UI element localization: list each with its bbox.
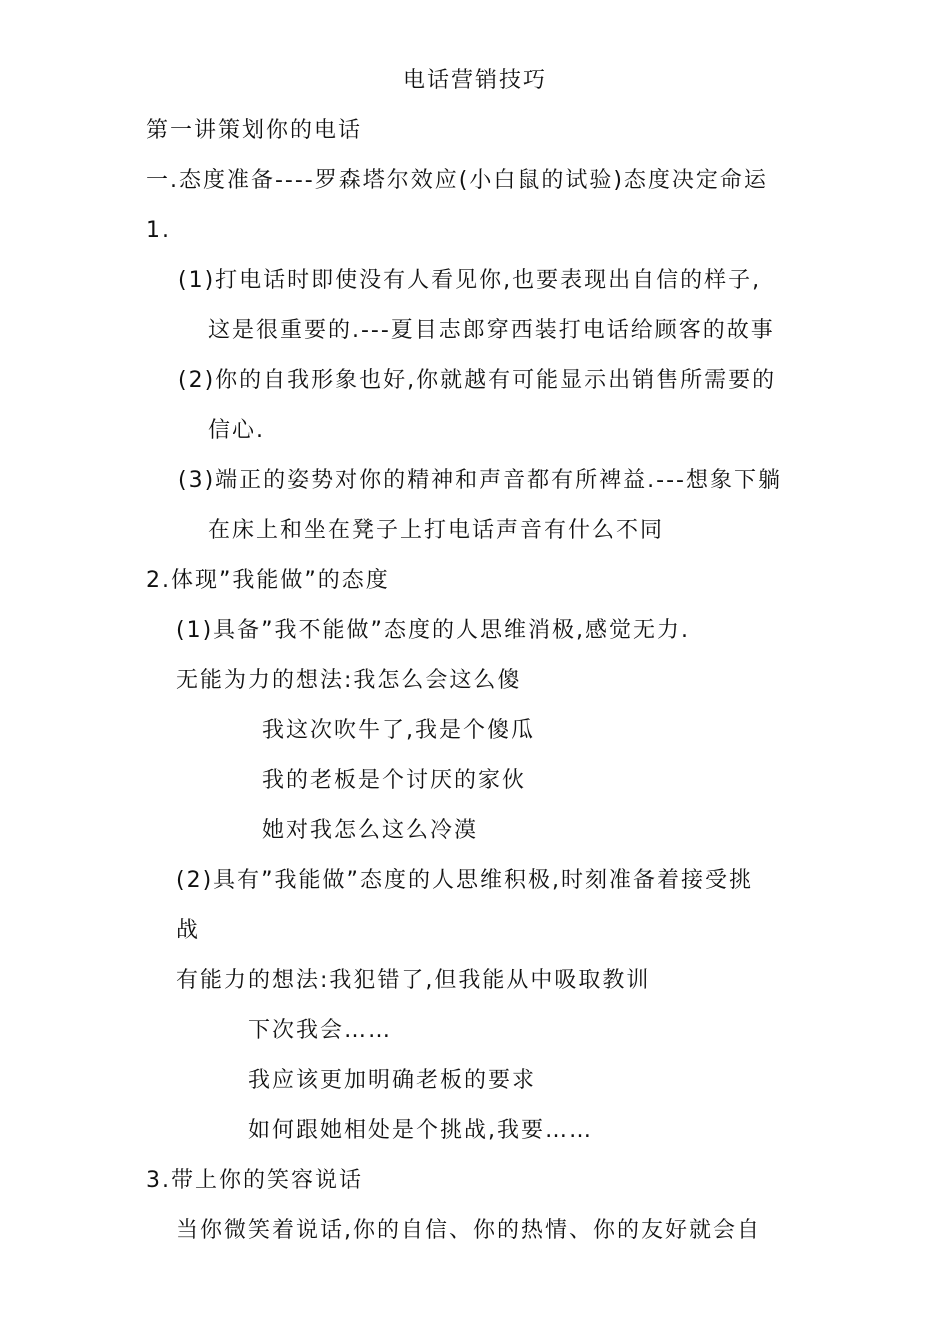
- paragraph-line: (2)具有”我能做”态度的人思维积极,时刻准备着接受挑: [176, 868, 753, 893]
- paragraph-line: (3)端正的姿势对你的精神和声音都有所裨益.---想象下躺: [178, 468, 782, 493]
- paragraph-line: (1)具备”我不能做”态度的人思维消极,感觉无力.: [176, 618, 690, 643]
- example-line: 我应该更加明确老板的要求: [248, 1068, 537, 1093]
- paragraph-line: 这是很重要的.---夏目志郎穿西装打电话给顾客的故事: [208, 318, 775, 343]
- paragraph-line: 无能为力的想法:我怎么会这么傻: [176, 668, 522, 693]
- example-line: 我这次吹牛了,我是个傻瓜: [262, 718, 535, 743]
- lecture-heading: 第一讲策划你的电话: [146, 118, 363, 143]
- paragraph-line: 有能力的想法:我犯错了,但我能从中吸取教训: [176, 968, 651, 993]
- paragraph-line: 战: [176, 918, 201, 943]
- paragraph-line: 信心.: [208, 418, 265, 443]
- paragraph-line: (1)打电话时即使没有人看见你,也要表现出自信的样子,: [178, 268, 762, 293]
- example-line: 她对我怎么这么冷漠: [262, 818, 479, 843]
- item-heading: 2.体现”我能做”的态度: [146, 568, 390, 593]
- paragraph-line: (2)你的自我形象也好,你就越有可能显示出销售所需要的: [178, 368, 777, 393]
- item-heading: 3.带上你的笑容说话: [146, 1168, 363, 1193]
- item-number: 1.: [146, 218, 171, 243]
- example-line: 如何跟她相处是个挑战,我要……: [248, 1118, 593, 1143]
- example-line: 下次我会……: [248, 1018, 393, 1043]
- paragraph-line: 当你微笑着说话,你的自信、你的热情、你的友好就会自: [176, 1218, 761, 1243]
- paragraph-line: 在床上和坐在凳子上打电话声音有什么不同: [208, 518, 665, 543]
- example-line: 我的老板是个讨厌的家伙: [262, 768, 527, 793]
- section-heading: 一.态度准备----罗森塔尔效应(小白鼠的试验)态度决定命运: [146, 168, 768, 193]
- document-title: 电话营销技巧: [402, 68, 547, 93]
